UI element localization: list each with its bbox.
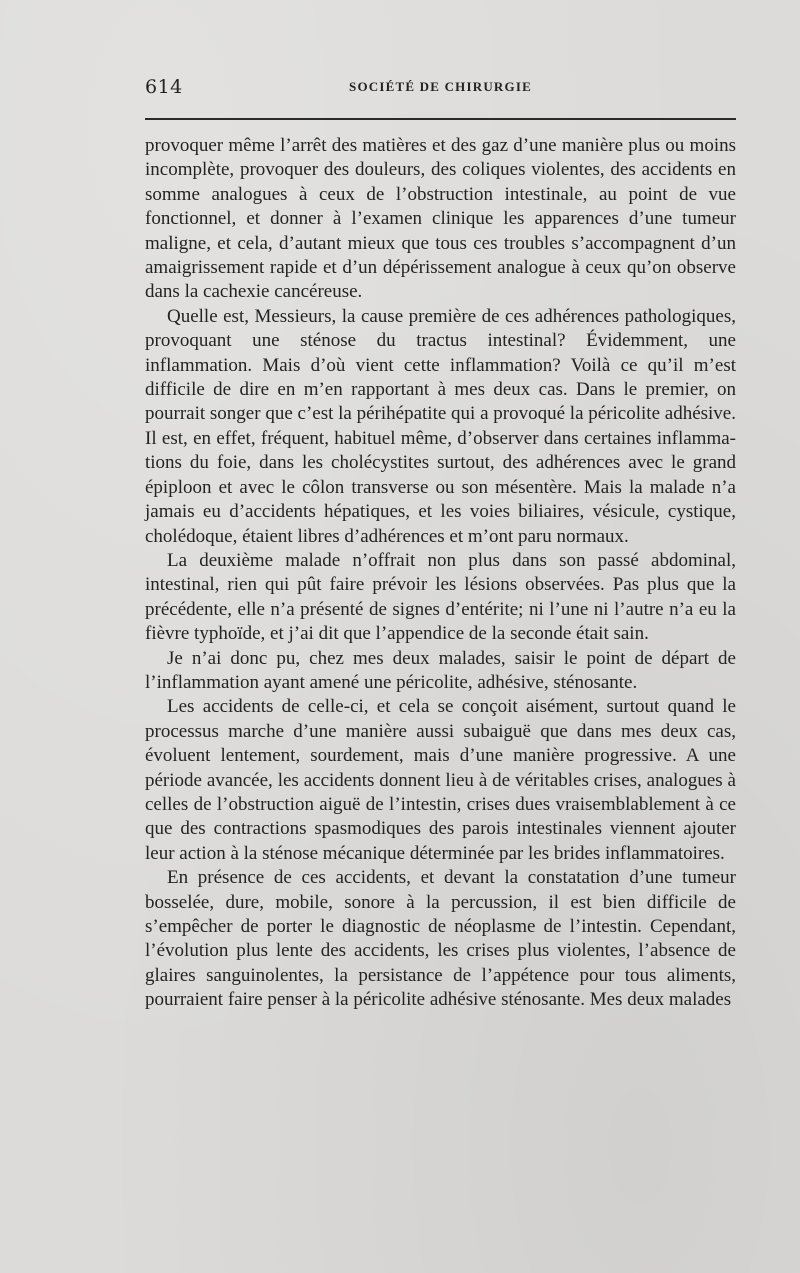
paragraph-4: Je n’ai donc pu, chez mes deux malades, saisir le point de départ de l’inflammation ayant amené une péricolite, adhésive, sténosante.: [145, 647, 736, 693]
running-head: SOCIÉTÉ DE CHIRURGIE: [349, 79, 532, 94]
header-rule: [145, 118, 736, 120]
body-text: [145, 134, 736, 1013]
paragraph-5: Les accidents de celle-ci, et cela se conçoit aisément, surtout quand le processus marche d’une manière aussi subaiguë que dans mes deux cas, évoluent lentement, sourdement, mais d’une manière progressive. A une période avancée, les accidents donnent lieu à de véritables crises, analogues à celles de l’obstruction aiguë de l’intestin, crises dues vraisemblablement à ce que des contractions spasmodiques des parois intestinales viennent ajouter leur action à la sténose mécanique déterminée par les brides inflammatoires.: [145, 696, 736, 864]
paragraph-2: Quelle est, Messieurs, la cause première de ces adhérences pathologiques, provoquant une sténose du tractus intestinal? Évidemment, une inflammation. Mais d’où vient cette inflammation? Voilà ce qu’il m’est difficile de dire en m’en rapportant à mes deux cas. Dans le premier, on pourrait songer que c’est la périhépatite qui a provoqué la péricolite adhésive. Il est, en effet, fréquent, habituel même, d’observer dans certaines inflammations du foie, dans les cholécystites surtout, des adhérences avec le grand épiploon et avec le côlon transverse ou son mésentère. Mais la malade n’a jamais eu d’accidents hépatiques, et les voies biliaires, vésicule, cystique, cholédoque, étaient libres d’adhérences et m’ont paru normaux.: [145, 305, 736, 547]
paragraph-6: En présence de ces accidents, et devant la constatation d’une tumeur bosselée, dure, mobile, sonore à la percussion, il est bien difficile de s’empêcher de porter le diagnostic de néoplasme de l’intestin. Cependant, l’évolution plus lente des accidents, les crises plus violentes, l’absence de glaires sanguinolentes, la persistance de l’appétence pour tous aliments, pourraient faire penser à la péricolite adhésive sténosante. Mes deux malades: [145, 867, 736, 1011]
paragraph-1: provoquer même l’arrêt des matières et des gaz d’une manière plus ou moins incomplète, provoquer des douleurs, des coliques violentes, des accidents en somme analogues à ceux de l’obstruction intestinale, au point de vue fonctionnel, et donner à l’examen clinique les apparences d’une tumeur maligne, et cela, d’autant mieux que tous ces troubles s’accompagnent d’un amaigrissement rapide et d’un dépérissement analogue à ceux qu’on observe dans la cachexie cancéreuse.: [145, 135, 736, 303]
page-number: 614: [145, 76, 183, 98]
page-header: [145, 76, 736, 102]
paragraph-3: La deuxième malade n’offrait non plus dans son passé abdominal, intestinal, rien qui pût faire prévoir les lésions observées. Pas plus que la précédente, elle n’a présenté de signes d’entérite; ni l’une ni l’autre n’a eu la fièvre typhoïde, et j’ai dit que l’appendice de la seconde était sain.: [145, 549, 736, 645]
